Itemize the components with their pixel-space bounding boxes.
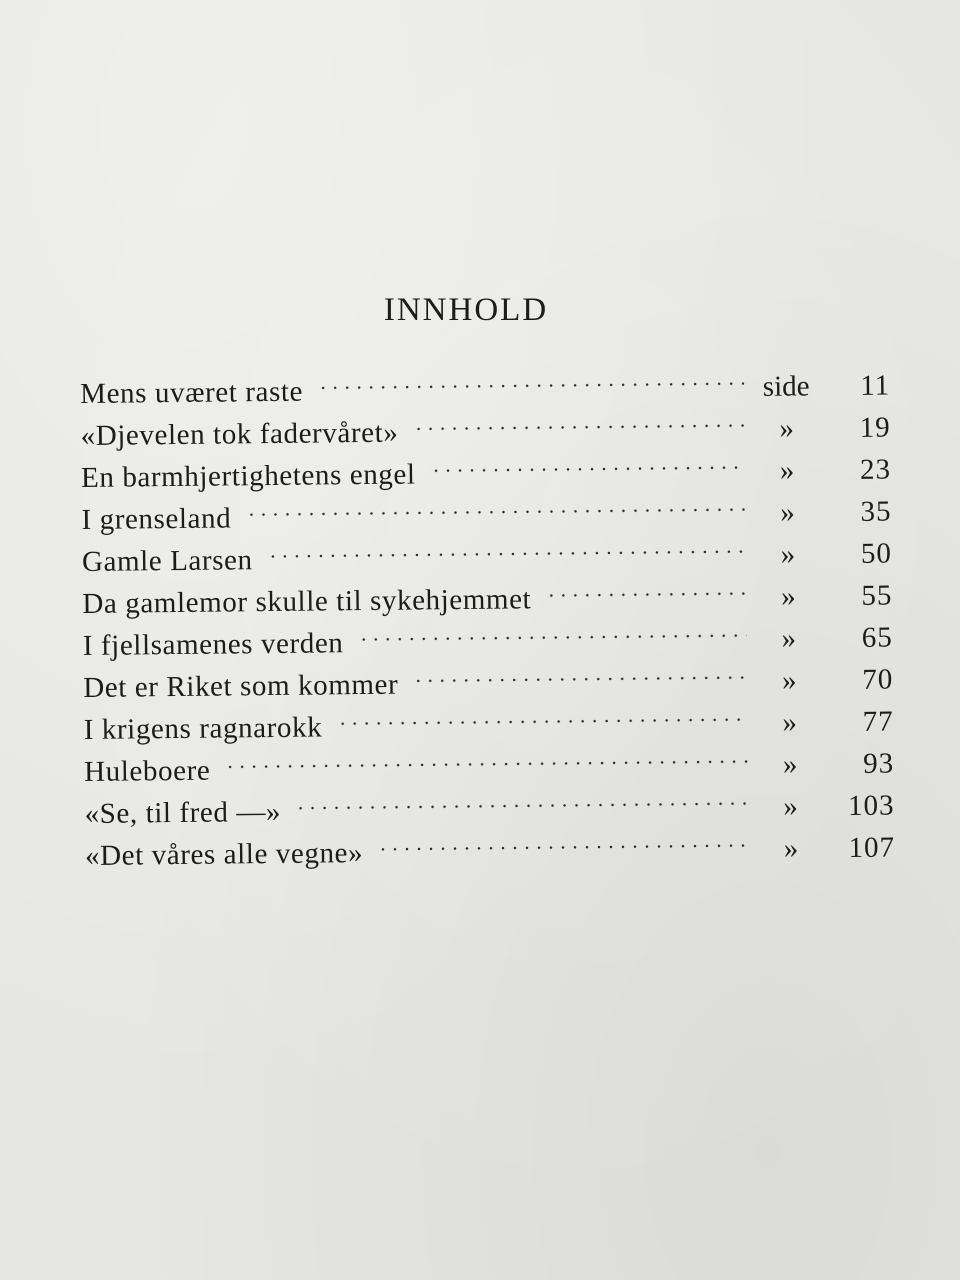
dot-leader [412,663,747,696]
dot-leader [245,495,746,529]
toc-entry-page: 93 [862,747,895,780]
toc-entry [85,827,895,877]
toc-entry-title: I krigens ragnarokk [83,711,323,746]
dot-leader [377,831,749,864]
toc-entry-marker: » [782,706,798,739]
toc-entry-title: Huleboere [84,754,211,788]
toc-entry-page: 50 [860,537,893,570]
toc-entry-page: 35 [860,495,892,528]
toc-entry-title: Gamle Larsen [81,544,253,578]
toc-entry-title: En barmhjertighetens engel [80,458,416,494]
toc-entry-marker: side [762,370,810,403]
toc-entry-marker: » [781,622,797,655]
toc-entry-title: Mens uværet raste [80,375,304,410]
toc-heading: INNHOLD [383,292,549,328]
dot-leader [224,747,748,781]
dot-leader [266,537,746,571]
dot-leader [412,411,745,443]
toc-entry-title: «Djevelen tok fadervåret» [80,416,399,452]
toc-entry-marker: » [781,664,797,697]
toc-entry-marker: » [783,790,798,823]
toc-entry-title: Det er Riket som kommer [83,668,399,704]
dot-leader [545,579,746,610]
toc-entry-marker: » [783,832,799,865]
toc-entry-marker: » [779,454,795,487]
toc-entry-title: «Det våres alle vegne» [84,837,364,872]
toc-entry-page: 23 [859,453,892,486]
dot-leader [317,369,744,402]
toc-entry-title: Da gamlemor skulle til sykehjemmet [82,583,532,620]
toc-entry-page: 19 [859,411,891,444]
toc-entry-marker: » [779,412,795,445]
toc-entry-marker: » [782,748,798,781]
table-of-contents [80,366,895,878]
toc-entry-marker: » [780,580,796,613]
toc-entry-page: 70 [862,663,894,696]
dot-leader [336,705,748,738]
toc-entry-page: 107 [848,831,896,864]
toc-entry-marker: » [780,496,795,529]
dot-leader [357,621,747,654]
toc-entry-marker: » [780,538,796,571]
toc-entry-title: I grenseland [81,502,232,536]
dot-leader [429,453,745,485]
toc-entry-page: 77 [862,705,894,738]
toc-entry-page: 11 [860,369,891,402]
toc-entry-page: 103 [847,789,895,822]
dot-leader [295,789,749,823]
toc-entry-title: «Se, til fred —» [84,795,282,830]
toc-entry-page: 65 [861,621,893,654]
toc-entry-title: I fjellsamenes verden [82,627,344,662]
toc-entry-page: 55 [861,579,893,612]
